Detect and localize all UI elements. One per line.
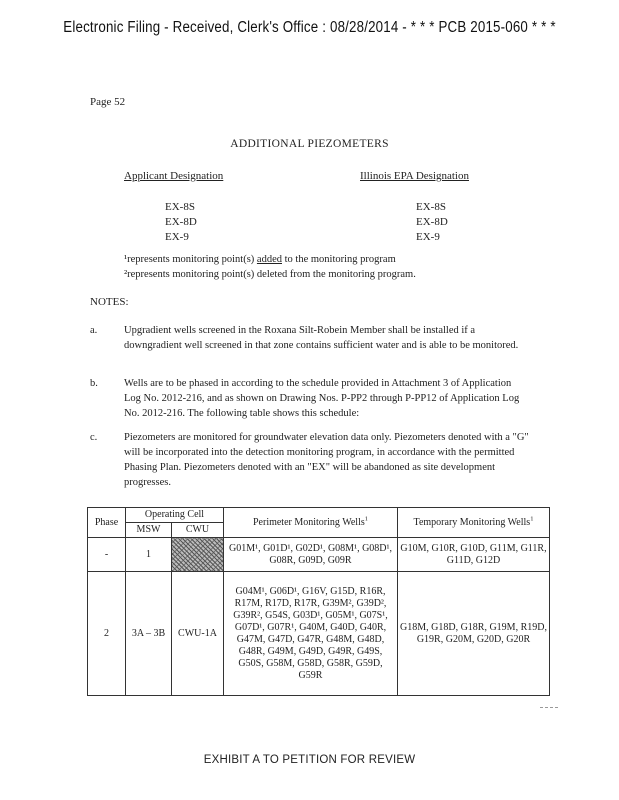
phase-cell: 2 (88, 572, 126, 696)
cwu-cell: CWU-1A (172, 572, 224, 696)
msw-header: MSW (126, 523, 172, 538)
note-text: Upgradient wells screened in the Roxana Silt-Robein Member shall be installed if a downgradient well screened in that zone contains sufficient water and is able to be monitored. (124, 325, 519, 351)
perimeter-cell: G04M¹, G06D¹, G16V, G15D, R16R, R17M, R17D, R17R, G39M², G39D², G39R², G54S, G03D¹, G05M¹, G07S¹, G07D¹, G07R¹, G40M, G40D, G40R, G47M, G47D, G47R, G48M, G48D, G48R, G49M, G49D, G49R, G49S, G50S, G58M, G58D, G58R, G59D, G59R (224, 572, 398, 696)
exhibit-footer: EXHIBIT A TO PETITION FOR REVIEW (203, 754, 416, 766)
designation-item: EX-8D (165, 216, 197, 228)
illinois-designation-list (416, 200, 448, 245)
note-a (90, 323, 530, 353)
cwu-header: CWU (172, 523, 224, 538)
scan-mark (540, 707, 558, 708)
table-header-row (88, 508, 550, 523)
applicant-designation-list (165, 200, 197, 245)
legend-added-pre: ¹represents monitoring point(s) (124, 254, 257, 265)
temporary-cell: G18M, G18D, G18R, G19M, R19D, G19R, G20M, G20D, G20R (398, 572, 550, 696)
cwu-cell-hatched (172, 538, 224, 572)
designation-item: EX-9 (165, 231, 189, 243)
page-number: Page 52 (90, 96, 126, 108)
legend-added-post: to the monitoring program (282, 254, 396, 265)
table-row (88, 538, 550, 572)
note-c (90, 430, 530, 490)
note-letter: c. (90, 432, 98, 443)
legend-deleted: ²represents monitoring point(s) deleted from the monitoring program. (124, 269, 416, 280)
filing-header: Electronic Filing - Received, Clerk's Office : 08/28/2014 - * * * PCB 2015-060 * * * (63, 19, 556, 36)
temporary-cell: G10M, G10R, G10D, G11M, G11R, G11D, G12D (398, 538, 550, 572)
illinois-epa-designation-heading: Illinois EPA Designation (360, 170, 469, 182)
msw-cell: 1 (126, 538, 172, 572)
note-text: Piezometers are monitored for groundwater elevation data only. Piezometers denoted with a "G" will be incorporated into the detection monitoring program, in accordance with the permitted Phasing Plan. Piezometers denoted with an "EX" will be abandoned as site development progresses. (124, 432, 529, 488)
phase-header: Phase (88, 508, 126, 538)
perimeter-wells-header: Perimeter Monitoring Wells$^1$ (224, 508, 398, 538)
page-title: ADDITIONAL PIEZOMETERS (230, 138, 389, 150)
phasing-schedule-table (87, 507, 550, 696)
table-row (88, 572, 550, 696)
perimeter-cell: G01M¹, G01D¹, G02D¹, G08M¹, G08D¹, G08R, G09D, G09R (224, 538, 398, 572)
notes-label: NOTES: (90, 296, 129, 308)
note-letter: b. (90, 378, 98, 389)
designation-item: EX-8S (165, 201, 195, 213)
phase-cell: - (88, 538, 126, 572)
note-text: Wells are to be phased in according to the schedule provided in Attachment 3 of Application Log No. 2012-216, and as shown on Drawing Nos. P-PP2 through P-PP12 of Application Log No. 2012-216. The following table shows this schedule: (124, 378, 520, 419)
note-b (90, 376, 530, 421)
legend-added-word: added (256, 254, 282, 265)
note-letter: a. (90, 325, 98, 336)
designation-item: EX-9 (416, 231, 440, 243)
legend-added (124, 254, 396, 265)
operating-cell-header: Operating Cell (126, 508, 224, 523)
msw-cell: 3A – 3B (126, 572, 172, 696)
designation-item: EX-8D (416, 216, 448, 228)
designation-item: EX-8S (416, 201, 446, 213)
applicant-designation-heading: Applicant Designation (124, 170, 224, 182)
temporary-wells-header: Temporary Monitoring Wells$^1$ (398, 508, 550, 538)
